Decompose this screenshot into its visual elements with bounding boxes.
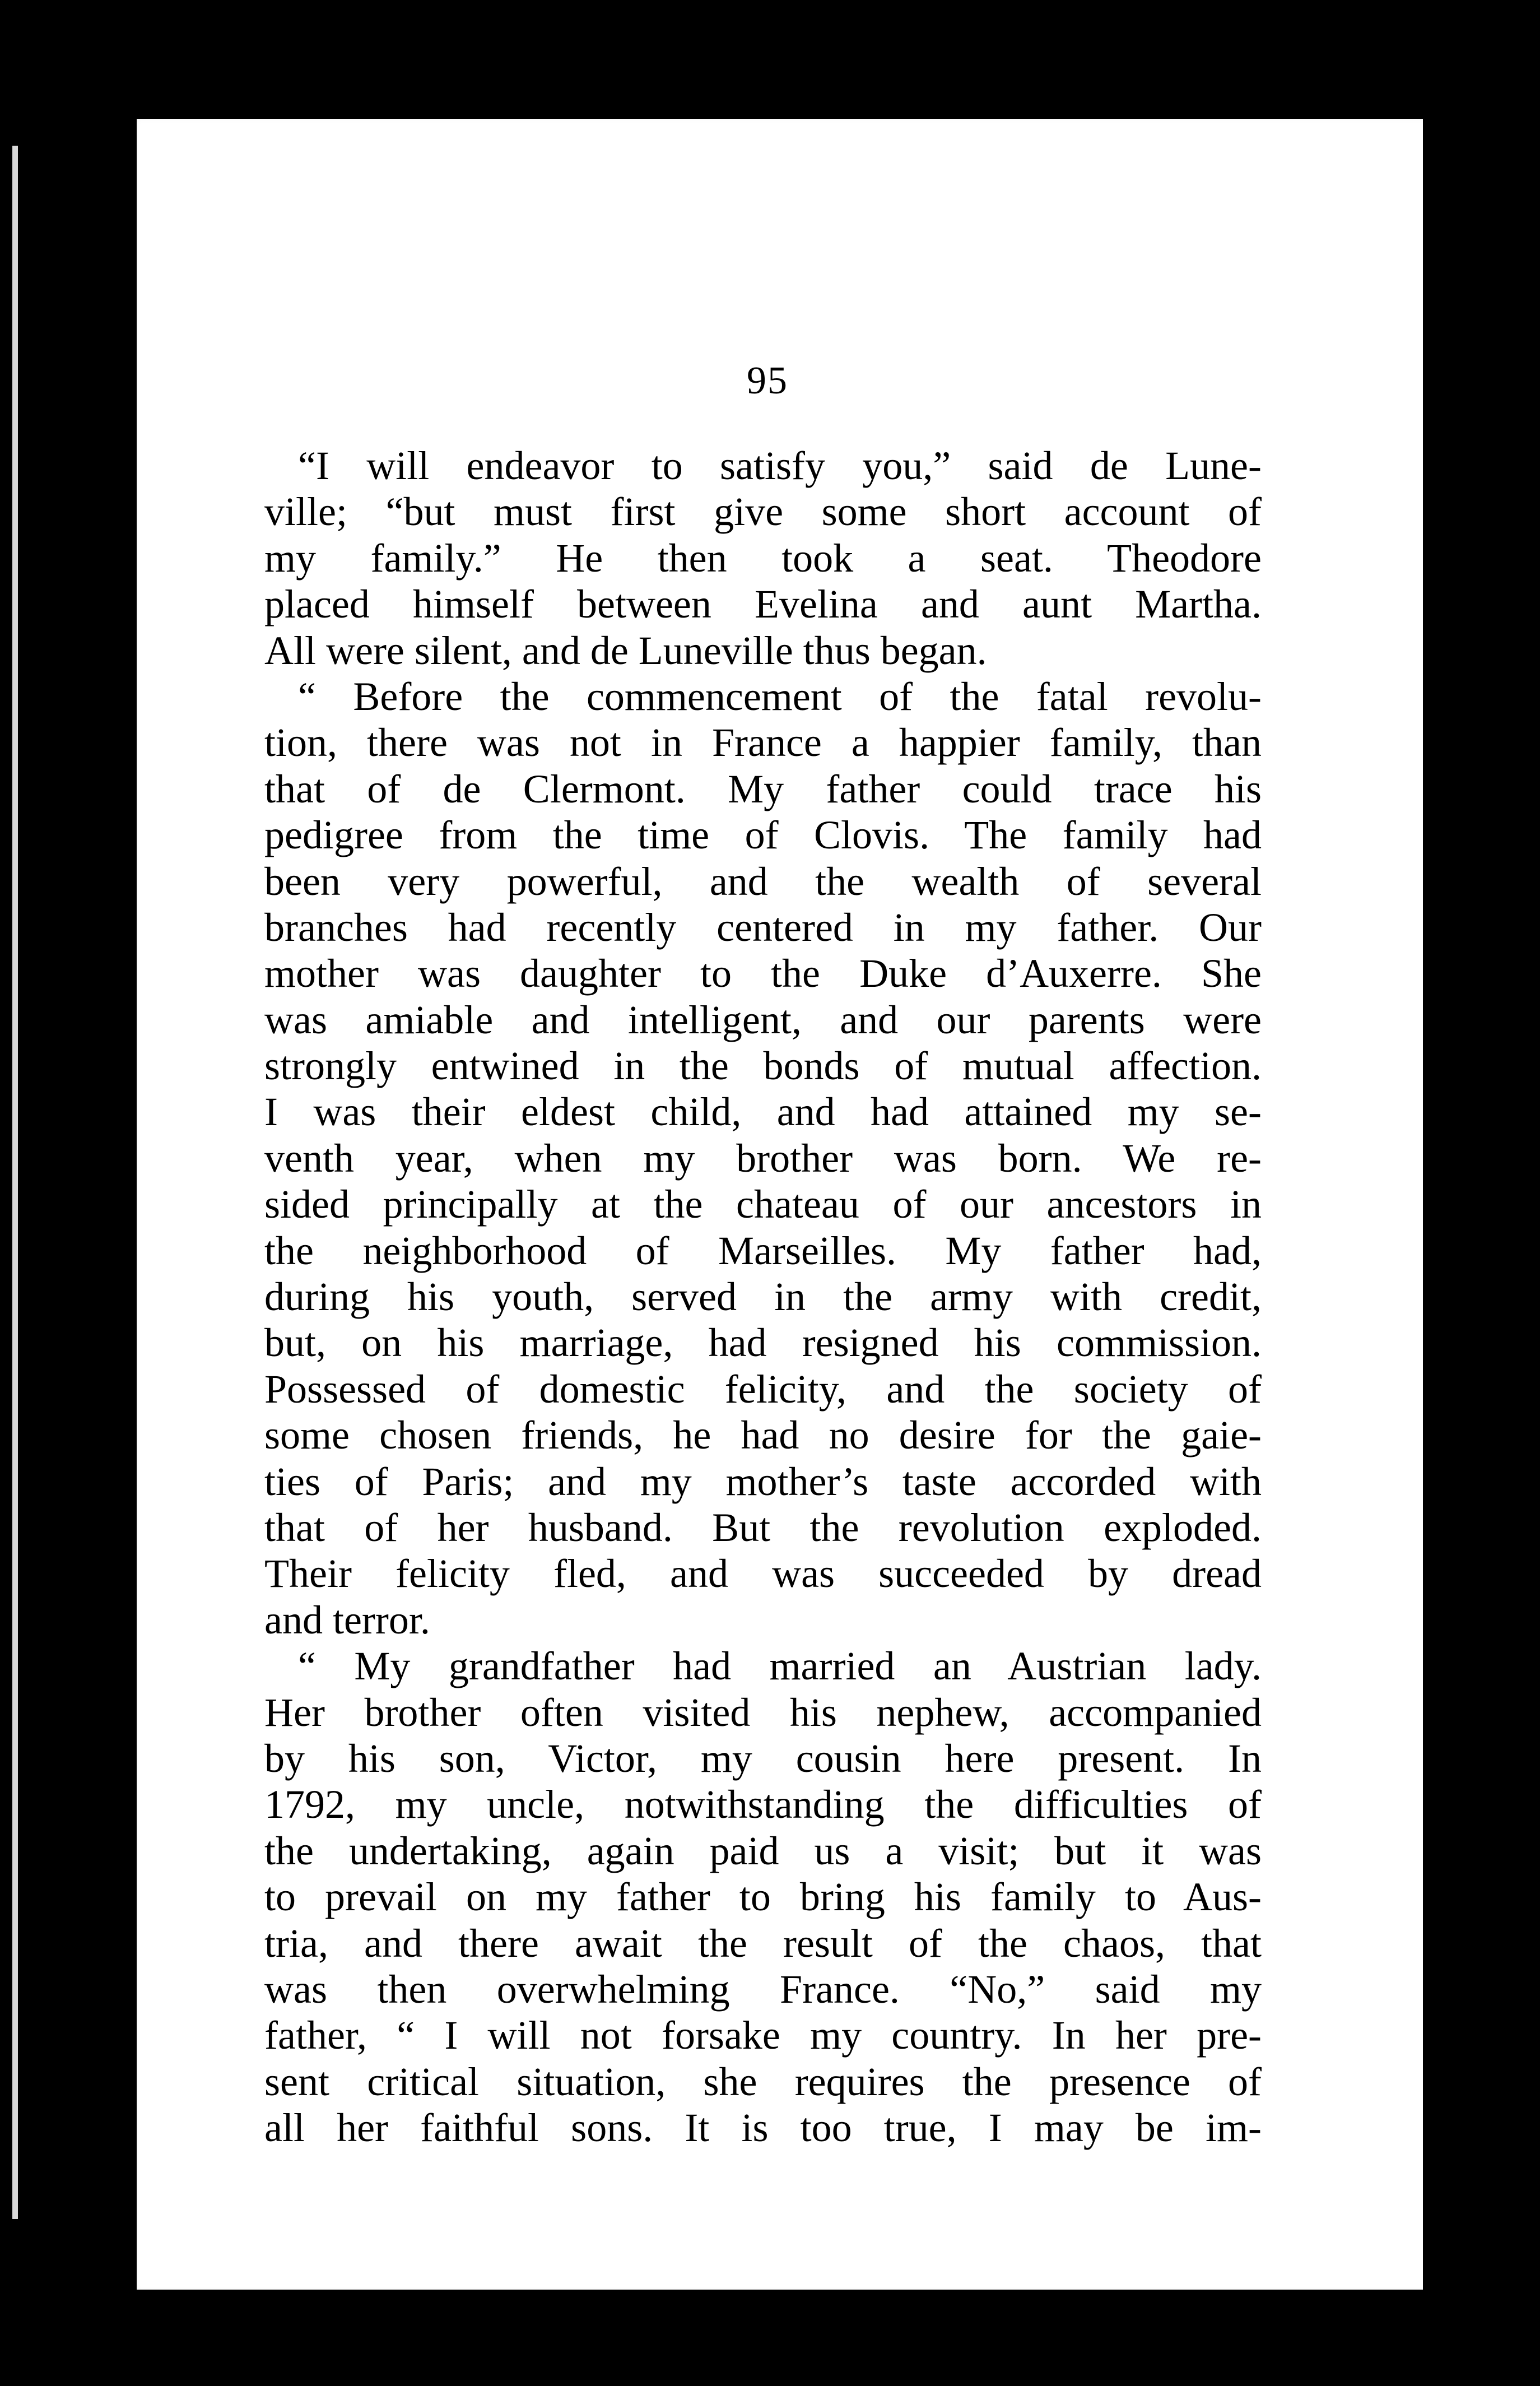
text-line: All were silent, and de Luneville thus began. [264,628,987,673]
page-edge-left [129,112,137,2297]
page-body-text [264,443,1262,2151]
text-line: I was their eldest child, and had attained my se- [264,1089,1262,1135]
text-line: was amiable and intelligent, and our parents were [264,997,1262,1042]
text-line: placed himself between Evelina and aunt Martha. [264,582,1262,627]
text-line: tion, there was not in France a happier family, than [264,720,1262,765]
text-line: pedigree from the time of Clovis. The family had [264,813,1262,858]
page-edge-right [1423,112,1434,2297]
text-line: was then overwhelming France. “No,” said my [264,1966,1262,2012]
text-line: by his son, Victor, my cousin here present. In [264,1735,1262,1781]
text-line: that of her husband. But the revolution exploded. [264,1505,1262,1550]
text-line: and terror. [264,1597,430,1642]
text-line: ville; “but must first give some short account of [264,489,1262,535]
text-line: “I will endeavor to satisfy you,” said de Lune- [298,443,1262,488]
text-line: 1792, my uncle, notwithstanding the difficulties of [264,1782,1262,1827]
text-line: all her faithful sons. It is too true, I may be im- [264,2105,1262,2151]
scan-binding-shadow [0,0,34,2386]
binding-edge-line [12,146,18,2219]
text-line: father, “ I will not forsake my country. In her pre- [264,2013,1262,2058]
text-line: strongly entwined in the bonds of mutual affection. [264,1043,1262,1089]
text-line: the undertaking, again paid us a visit; but it was [264,1828,1262,1873]
text-line: branches had recently centered in my father. Our [264,904,1262,950]
page-edge-top [129,112,1434,119]
text-line: “ Before the commencement of the fatal revolu- [298,674,1262,719]
text-line: ties of Paris; and my mother’s taste accorded with [264,1459,1262,1504]
text-line: but, on his marriage, had resigned his commission. [264,1320,1262,1366]
text-line: during his youth, served in the army with credit, [264,1274,1262,1320]
text-line: Their felicity fled, and was succeeded by dread [264,1551,1262,1596]
text-line: tria, and there await the result of the chaos, that [264,1920,1262,1966]
text-line: Possessed of domestic felicity, and the society of [264,1366,1262,1412]
text-line: mother was daughter to the Duke d’Auxerre. She [264,951,1262,996]
text-line: been very powerful, and the wealth of several [264,858,1262,904]
text-line: some chosen friends, he had no desire for the gaie- [264,1413,1262,1458]
page-number: 95 [747,359,788,402]
page-edge-bottom [129,2290,1434,2297]
text-line: “ My grandfather had married an Austrian lady. [298,1644,1262,1689]
text-line: Her brother often visited his nephew, accompanied [264,1689,1262,1735]
text-line: the neighborhood of Marseilles. My father had, [264,1228,1262,1273]
text-line: that of de Clermont. My father could trace his [264,766,1262,811]
text-line: my family.” He then took a seat. Theodore [264,535,1262,581]
text-line: venth year, when my brother was born. We re- [264,1135,1262,1181]
text-line: sided principally at the chateau of our ancestors in [264,1182,1262,1227]
text-line: to prevail on my father to bring his family to Aus- [264,1874,1262,1920]
text-line: sent critical situation, she requires the presence of [264,2059,1262,2104]
